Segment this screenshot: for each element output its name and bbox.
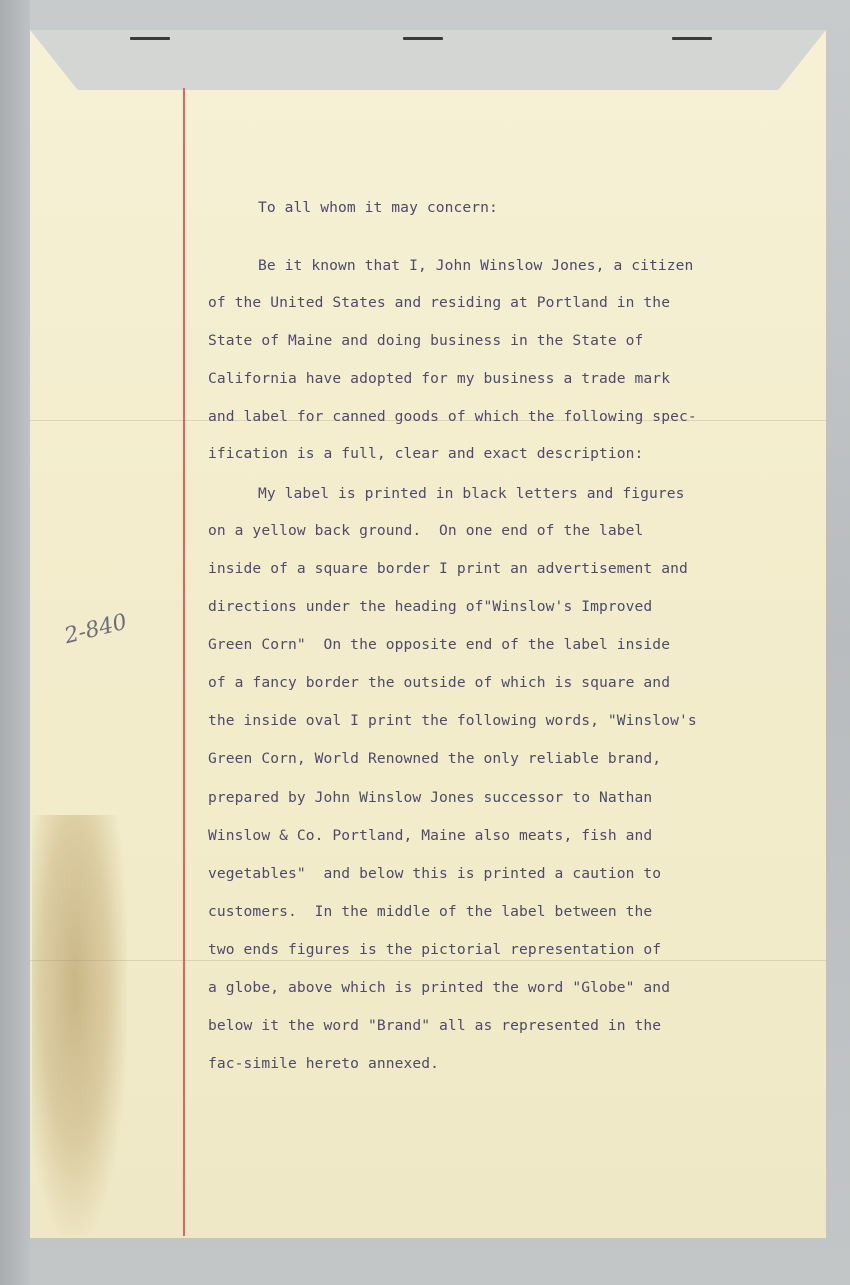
text-line: two ends figures is the pictorial representation of	[208, 941, 662, 958]
text-line: vegetables" and below this is printed a caution to	[208, 865, 662, 882]
salutation-line: To all whom it may concern:	[258, 199, 498, 216]
text-line: State of Maine and doing business in the State of	[208, 332, 644, 349]
text-line: below it the word "Brand" all as represented in the	[208, 1017, 662, 1034]
text-line: Green Corn, World Renowned the only reliable brand,	[208, 750, 662, 767]
text-line: customers. In the middle of the label between the	[208, 903, 653, 920]
text-line: a globe, above which is printed the word "Globe" and	[208, 979, 671, 996]
handwritten-margin-note: 2-840	[62, 609, 130, 650]
text-line: California have adopted for my business a trade mark	[208, 370, 671, 387]
text-line: of a fancy border the outside of which is square and	[208, 674, 671, 691]
text-line: Green Corn" On the opposite end of the label inside	[208, 636, 671, 653]
text-line: and label for canned goods of which the following spec-	[208, 408, 697, 425]
text-line: on a yellow back ground. On one end of the label	[208, 522, 644, 539]
text-line: ification is a full, clear and exact description:	[208, 445, 644, 462]
text-line: the inside oval I print the following words, "Winslow's	[208, 712, 697, 729]
text-line: Be it known that I, John Winslow Jones, a citizen	[258, 257, 694, 274]
text-line: fac-simile hereto annexed.	[208, 1055, 440, 1072]
text-line: Winslow & Co. Portland, Maine also meats, fish and	[208, 827, 653, 844]
text-line: inside of a square border I print an advertisement and	[208, 560, 688, 577]
text-line: prepared by John Winslow Jones successor to Nathan	[208, 789, 653, 806]
text-line: of the United States and residing at Portland in the	[208, 294, 671, 311]
text-line: My label is printed in black letters and figures	[258, 485, 685, 502]
text-line: directions under the heading of"Winslow's Improved	[208, 598, 653, 615]
